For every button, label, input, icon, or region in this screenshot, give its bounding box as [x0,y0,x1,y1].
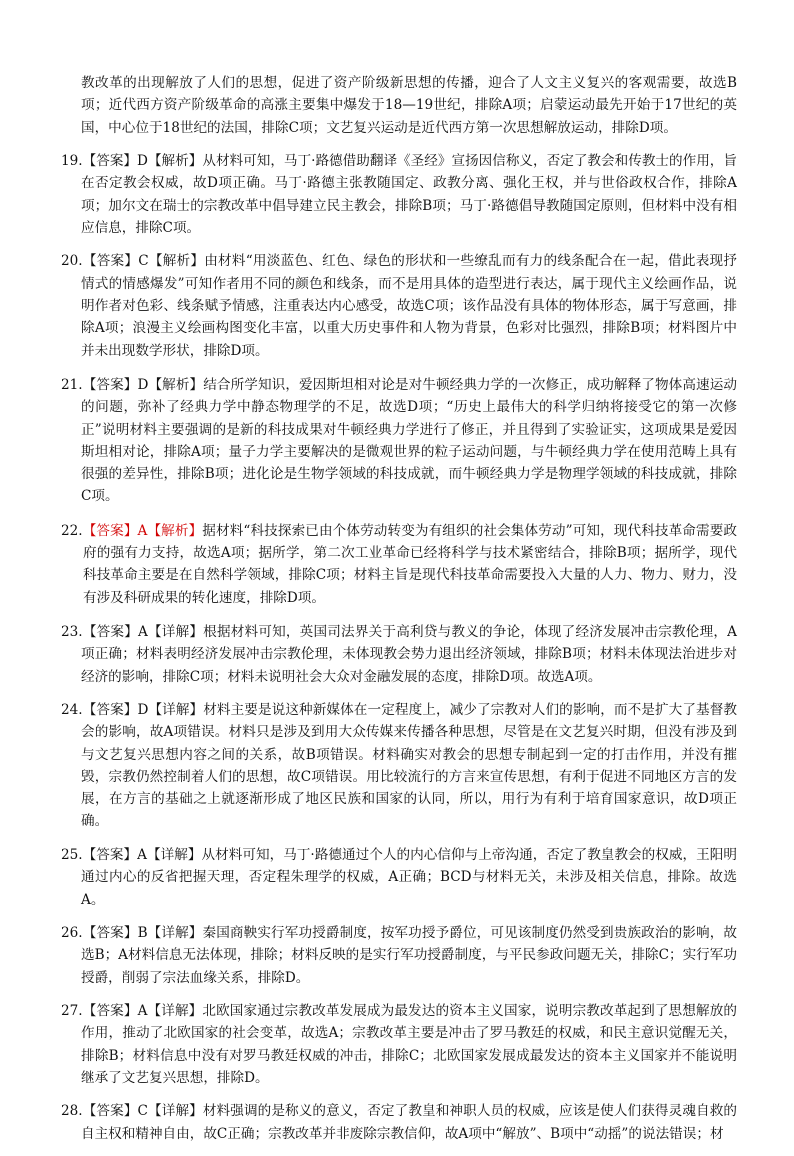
item-number: 19. [61,153,83,170]
answer-label: 【答案】A [82,846,147,863]
explanation-text: 北欧国家通过宗教改革发展成为最发达的资本主义国家，说明宗教改革起到了思想解放的作用，推动了北欧国家的社会变革，故选A；宗教改革主要是冲击了罗马教廷的权威，和民主意识觉醒无关，排除B；材料信息中没有对罗马教廷权威的冲击，排除C；北欧国家发展成最发达的资本主义国家并不能说明继承了文艺复兴思想，排除D。 [81,1003,737,1086]
answer-label: 【答案】C [82,253,149,270]
answer-label: 【答案】A [82,623,148,640]
answer-19 [61,150,737,239]
item-number: 21. [61,376,83,393]
item-number: 22. [61,522,83,539]
analysis-tag: 【解析】 [147,522,203,539]
answer-label: 【答案】D [82,153,148,170]
explanation-text: 据材料“科技探索已由个体劳动转变为有组织的社会集体劳动”可知，现代科技革命需要政府的强有力支持，故选A项；据所学，第二次工业革命已经将科学与技术紧密结合，排除B项；据所学，现代科技革命主要是在自然科学领域，排除C项；材料主旨是现代科技革命需要投入大量的人力、物力、财力，没有涉及科研成果的转化速度，排除D项。 [83,522,737,606]
answer-label: 【答案】A [82,1003,148,1020]
explanation-text: 材料强调的是称义的意义，否定了教皇和神职人员的权威，应该是使人们获得灵魂自救的自主权和精神自由，故C正确；宗教改革并非废除宗教信仰，故A项中“解放”、B项中“动摇”的说法错误；材 [81,1103,738,1142]
answer-label: 【答案】B [82,925,148,942]
explanation-text: 从材料可知，马丁·路德借助翻译《圣经》宣扬因信称义，否定了教会和传教士的作用，旨在否定教会权威，故D项正确。马丁·路德主张教随国定、政教分离、强化王权，并与世俗政权合作，排除A项；加尔文在瑞士的宗教改革中倡导建立民主教会，排除B项；马丁·路德倡导教随国定原则，但材料中没有相应信息，排除C项。 [81,153,738,236]
answer-25 [61,844,737,911]
answer-23 [61,621,737,688]
detail-tag: 【详解】 [146,846,202,863]
answer-27 [61,1000,737,1089]
explanation-text: 秦国商鞅实行军功授爵制度，按军功授予爵位，可见该制度仍然受到贵族政治的影响，故选B；A材料信息无法体现，排除；材料反映的是实行军功授爵制度，与平民参政问题无关，排除C；实行军功授爵，削弱了宗法血缘关系，排除D。 [81,925,737,986]
detail-tag: 【详解】 [147,1003,203,1020]
item-number: 26. [61,925,83,942]
answer-label: 【答案】C [82,1103,148,1120]
item-number: 20. [61,253,83,270]
item-number: 28. [61,1103,83,1120]
intro-text: 教改革的出现解放了人们的思想，促进了资产阶级新思想的传播，迎合了人文主义复兴的客观需要，故选B项；近代西方资产阶级革命的高涨主要集中爆发于18—19世纪，排除A项；启蒙运动最先开始于17世纪的英国，中心位于18世纪的法国，排除C项；文艺复兴运动是近代西方第一次思想解放运动，排除D项。 [81,75,737,136]
answer-22 [61,520,737,609]
item-number: 25. [61,846,83,863]
answer-20 [61,250,737,361]
answer-26 [61,922,737,989]
intro-paragraph [61,72,737,139]
answer-21 [61,374,737,508]
detail-tag: 【详解】 [147,925,203,942]
answer-page [61,72,737,1156]
analysis-tag: 【解析】 [147,153,203,170]
detail-tag: 【详解】 [147,1103,203,1120]
analysis-tag: 【解析】 [148,376,204,393]
answer-label: 【答案】D [82,701,149,718]
explanation-text: 根据材料可知，英国司法界关于高利贷与教义的争论，体现了经济发展冲击宗教伦理，A项正确；材料表明经济发展冲击宗教伦理，未体现教会势力退出经济领域，排除B项；材料未体现法治进步对经济的影响，排除C项；材料未说明社会大众对金融发展的态度，排除D项。故选A项。 [81,623,737,685]
explanation-text: 结合所学知识，爱因斯坦相对论是对牛顿经典力学的一次修正，成功解释了物体高速运动的问题，弥补了经典力学中静态物理学的不足，故选D项；“历史上最伟大的科学归纳将接受它的第一次修正”说明材料主要强调的是新的科技成果对牛顿经典力学进行了修正，并且得到了实验证实，这项成果是爱因斯坦相对论，排除A项；量子力学主要解决的是微观世界的粒子运动问题，与牛顿经典力学在使用范畴上具有很强的差异性，排除B项；进化论是生物学领域的科技成就，而牛顿经典力学是物理学领域的科技成就，排除C项。 [81,376,737,505]
explanation-text: 从材料可知，马丁·路德通过个人的内心信仰与上帝沟通，否定了教皇教会的权威，王阳明通过内心的反省把握天理，否定程朱理学的权威，A正确；BCD与材料无关，未涉及相关信息，排除。故选A。 [81,846,737,908]
answer-label: 【答案】D [82,376,149,393]
answer-label: 【答案】A [82,522,148,539]
detail-tag: 【详解】 [148,701,204,718]
explanation-text: 由材料“用淡蓝色、红色、绿色的形状和一些缭乱而有力的线条配合在一起，借此表现抒情式的情感爆发”可知作者用不同的颜色和线条，而不是用具体的造型进行表达，属于现代主义绘画作品，说明作者对色彩、线条赋予情感，注重表达内心感受，故选C项；该作品没有具体的物体形态，属于写意画，排除A项；浪漫主义绘画构图变化丰富，以重大历史事件和人物为背景，色彩对比强烈，排除B项；材料图片中并未出现数学形状，排除D项。 [81,253,737,359]
analysis-tag: 【解析】 [148,253,205,270]
item-number: 24. [61,701,83,718]
item-number: 27. [61,1003,83,1020]
detail-tag: 【详解】 [147,623,204,640]
item-number: 23. [61,623,83,640]
explanation-text: 材料主要是说这种新媒体在一定程度上，减少了宗教对人们的影响，而不是扩大了基督教会的影响，故A项错误。材料只是涉及到用大众传媒来传播各种思想，尽管是在文艺复兴时期，但没有涉及到与文艺复兴思想内容之间的关系，故B项错误。材料确实对教会的思想专制起到一定的打击作用，并没有摧毁，宗教仍然控制着人们的思想，故C项错误。用比较流行的方言来宣传思想，有利于促进不同地区方言的发展，在方言的基础之上就逐渐形成了地区民族和国家的认同，所以，用行为有利于培育国家意识，故D项正确。 [81,701,737,830]
answer-24 [61,699,737,833]
